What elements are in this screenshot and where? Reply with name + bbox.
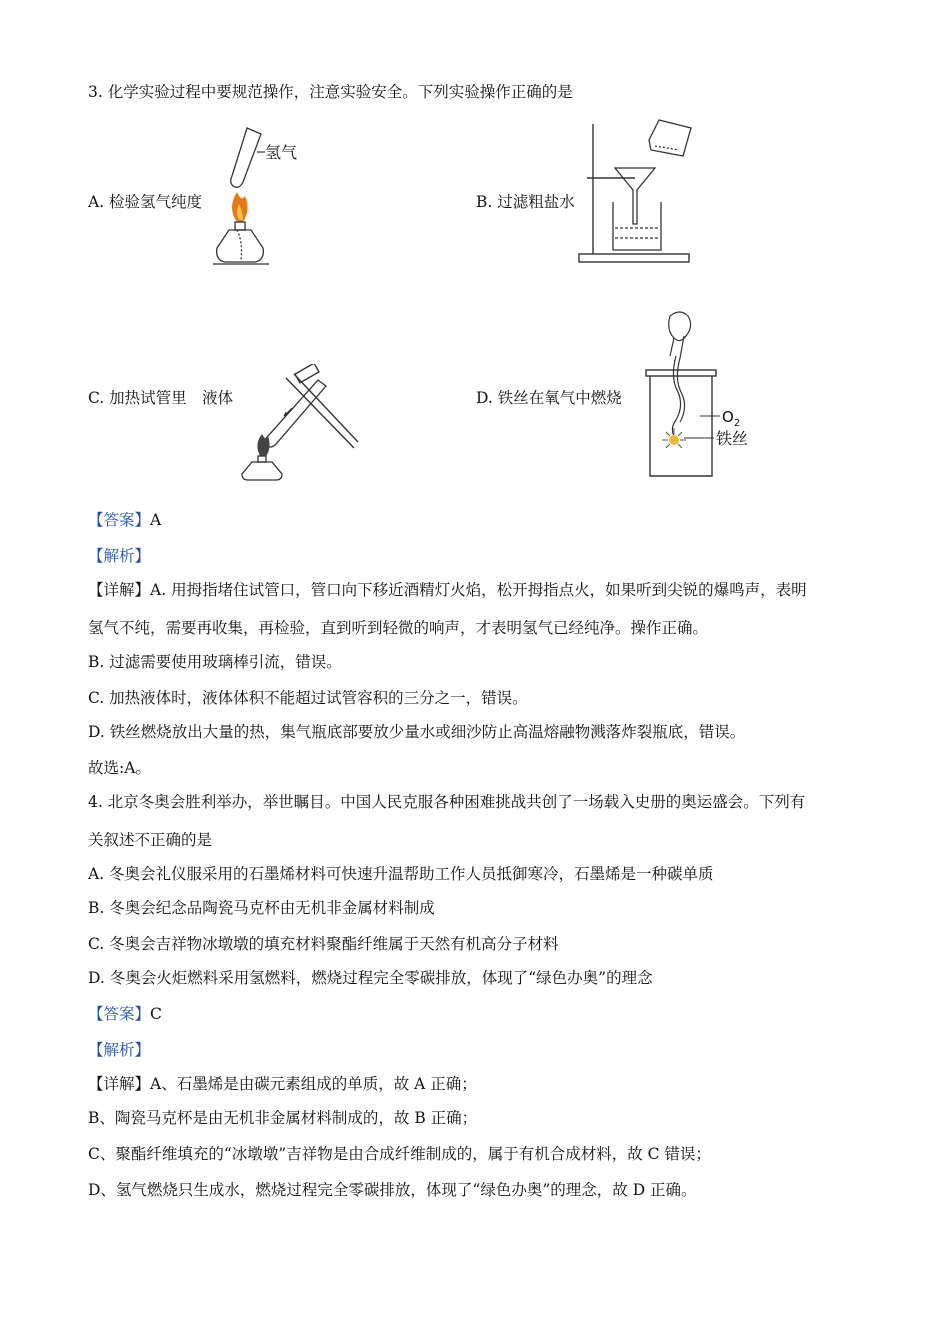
q4-stem-2: 关叙述不正确的是 <box>88 831 213 849</box>
figure-filtration <box>575 116 700 266</box>
q3-option-c: C. 加热试管里 液体 <box>88 389 234 407</box>
pouring-beaker-icon <box>649 120 691 156</box>
q3-choose: 故选:A。 <box>88 759 151 777</box>
q3-analysis-heading: 【解析】 <box>88 547 151 565</box>
q4-option-d: D. 冬奥会火炬燃料采用氢燃料，燃烧过程完全零碳排放，体现了“绿色办奥”的理念 <box>88 969 653 987</box>
q4-option-c: C. 冬奥会吉祥物冰墩墩的填充材料聚酯纤维属于天然有机高分子材料 <box>88 935 559 953</box>
q4-stem-1: 4. 北京冬奥会胜利举办，举世瞩目。中国人民克服各种困难挑战共创了一场载入史册的奥运盛会。下列有 <box>88 793 806 811</box>
spark-icon <box>662 428 686 448</box>
test-tube-icon <box>265 380 326 447</box>
q3-answer <box>88 510 161 530</box>
q4-analysis-heading: 【解析】 <box>88 1041 151 1059</box>
q4-option-b: B. 冬奥会纪念品陶瓷马克杯由无机非金属材料制成 <box>88 899 435 917</box>
q3-detail-1: 【详解】A. 用拇指堵住试管口，管口向下移近酒精灯火焰，松开拇指点火，如果听到尖锐的爆鸣声，表明 <box>88 581 807 599</box>
flame-icon <box>257 434 269 456</box>
iron-stand-icon <box>579 124 689 262</box>
figure-hydrogen-purity-test <box>205 122 325 268</box>
funnel-icon <box>615 168 655 224</box>
q4-detail-4: D、氢气燃烧只生成水，燃烧过程完全零碳排放，体现了“绿色办奥”的理念，故 D 正确。 <box>88 1181 697 1199</box>
hand-icon <box>669 312 691 358</box>
alcohol-lamp-icon <box>242 456 282 480</box>
figure-heating-liquid <box>236 364 360 482</box>
q3-detail-2: 氢气不纯，需要再收集，再检验，直到听到轻微的响声，才表明氢气已经纯净。操作正确。 <box>88 619 709 637</box>
answer-tag: 【答案】 <box>88 511 151 529</box>
q3-stem: 3. 化学实验过程中要规范操作，注意实验安全。下列实验操作正确的是 <box>88 83 573 101</box>
q3-detail-4: C. 加热液体时，液体体积不能超过试管容积的三分之一，错误。 <box>88 689 528 707</box>
q3-option-d: D. 铁丝在氧气中燃烧 <box>476 389 622 407</box>
q3-detail-5: D. 铁丝燃烧放出大量的热，集气瓶底部要放少量水或细沙防止高温熔融物溅落炸裂瓶底，错误。 <box>88 723 746 741</box>
label-iron-wire: 铁丝 <box>716 429 749 448</box>
q3-answer-value: A <box>150 511 162 529</box>
flame-icon <box>232 192 248 222</box>
figure-iron-wire-combustion <box>640 308 760 480</box>
alcohol-lamp-icon <box>213 222 269 264</box>
q3-detail-3: B. 过滤需要使用玻璃棒引流，错误。 <box>88 653 342 671</box>
q4-option-a: A. 冬奥会礼仪服采用的石墨烯材料可快速升温帮助工作人员抵御寒冷，石墨烯是一种碳单质 <box>88 865 714 883</box>
q4-answer-value: C <box>150 1005 162 1023</box>
label-hydrogen: 氢气 <box>265 143 298 162</box>
q4-detail-1: 【详解】A、石墨烯是由碳元素组成的单质，故 A 正确； <box>88 1075 477 1093</box>
q3-option-b: B. 过滤粗盐水 <box>476 193 575 211</box>
iron-wire-icon <box>672 356 684 436</box>
label-oxygen: $O_2$ <box>722 408 741 429</box>
q4-detail-2: B、陶瓷马克杯是由无机非金属材料制成的，故 B 正确； <box>88 1109 478 1127</box>
test-tube-holder-icon <box>286 364 358 448</box>
test-tube-icon <box>231 128 261 187</box>
q3-option-a: A. 检验氢气纯度 <box>88 193 203 211</box>
q4-detail-3: C、聚酯纤维填充的“冰墩墩”吉祥物是由合成纤维制成的，属于有机合成材料，故 C 错误； <box>88 1145 711 1163</box>
q4-answer: 【答案】C <box>88 1005 162 1023</box>
gas-jar-icon <box>646 370 716 476</box>
